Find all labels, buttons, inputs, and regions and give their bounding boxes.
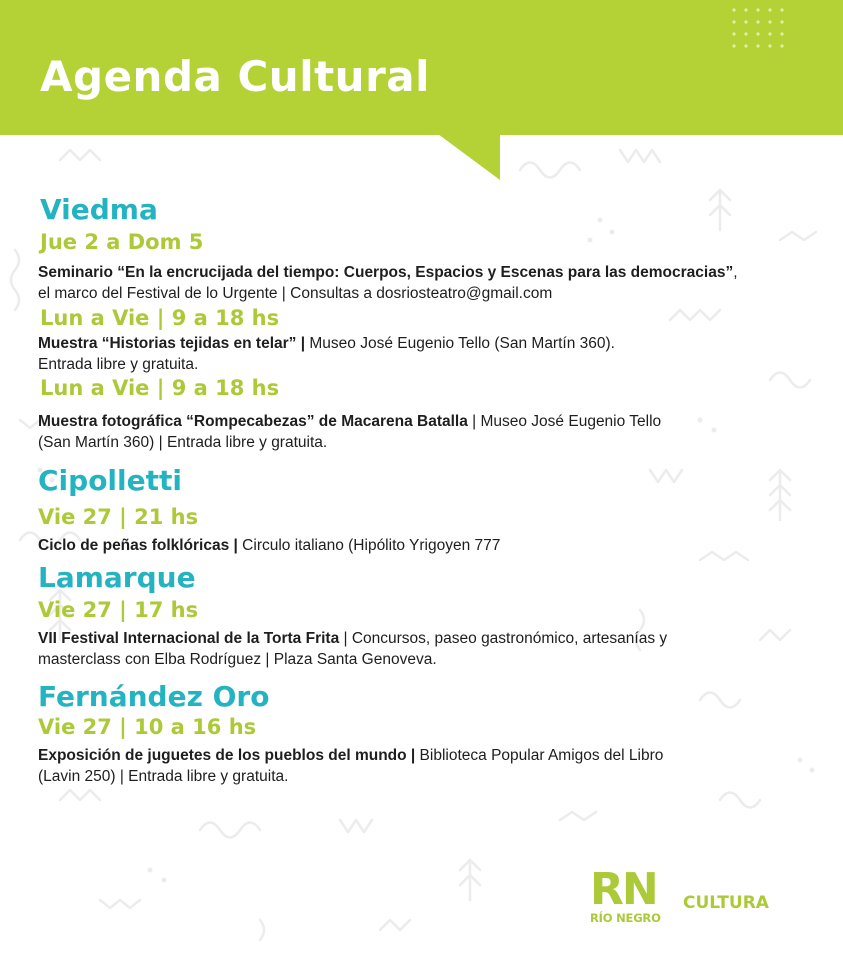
event-description-line [38, 745, 663, 766]
event-title: Muestra fotográfica “Rompecabezas” de Macarena Batalla [38, 413, 468, 430]
event-date: Jue 2 a Dom 5 [40, 230, 204, 254]
event-detail: Circulo italiano (Hipólito Yrigoyen 777 [237, 537, 501, 554]
event-date: Lun a Vie | 9 a 18 hs [40, 376, 280, 400]
logo-subtitle: RÍO NEGRO [590, 911, 661, 925]
event-detail: Museo José Eugenio Tello (San Martín 360). [305, 335, 615, 352]
event-detail: (San Martín 360) | Entrada libre y gratuita. [38, 434, 328, 451]
event-description-line [38, 262, 738, 283]
event-description-line [38, 333, 615, 354]
city-heading-lamarque: Lamarque [38, 561, 196, 594]
event-description-line [38, 354, 198, 375]
event-title: Muestra “Historias tejidas en telar” | [38, 335, 306, 352]
city-heading-viedma: Viedma [40, 193, 158, 226]
event-title: Ciclo de peñas folklóricas | [38, 537, 238, 554]
event-detail: masterclass con Elba Rodríguez | Plaza Santa Genoveva. [38, 651, 437, 668]
city-heading-cipolletti: Cipolletti [38, 464, 182, 497]
event-date: Lun a Vie | 9 a 18 hs [40, 306, 280, 330]
event-detail: | Museo José Eugenio Tello [467, 413, 662, 430]
event-description-line [38, 411, 661, 432]
event-detail: | Concursos, paseo gastronómico, artesanías y [339, 630, 668, 647]
event-description-line [38, 649, 437, 670]
event-detail: Biblioteca Popular Amigos del Libro [415, 747, 664, 764]
logo-mark: RN [590, 864, 657, 915]
event-description-line [38, 535, 500, 556]
event-date: Vie 27 | 10 a 16 hs [38, 715, 257, 739]
event-title: Exposición de juguetes de los pueblos del mundo | [38, 747, 416, 764]
event-detail: el marco del Festival de lo Urgente | Consultas a dosriosteatro@gmail.com [38, 285, 553, 302]
city-heading-fernandez-oro: Fernández Oro [38, 680, 270, 713]
event-title: Seminario “En la encrucijada del tiempo: Cuerpos, Espacios y Escenas para las democracias” [38, 264, 734, 281]
event-detail: Entrada libre y gratuita. [38, 356, 199, 373]
rio-negro-logo [590, 864, 661, 925]
event-description-line [38, 766, 288, 787]
event-title: VII Festival Internacional de la Torta Frita [38, 630, 340, 647]
event-detail: , [733, 264, 738, 281]
event-description-line [38, 432, 327, 453]
event-description-line [38, 628, 667, 649]
page-title: Agenda Cultural [40, 52, 431, 101]
logo-cultura-label: CULTURA [683, 893, 769, 913]
event-date: Vie 27 | 21 hs [38, 505, 199, 529]
event-date: Vie 27 | 17 hs [38, 598, 199, 622]
event-detail: (Lavin 250) | Entrada libre y gratuita. [38, 768, 289, 785]
event-description-line [38, 283, 552, 304]
